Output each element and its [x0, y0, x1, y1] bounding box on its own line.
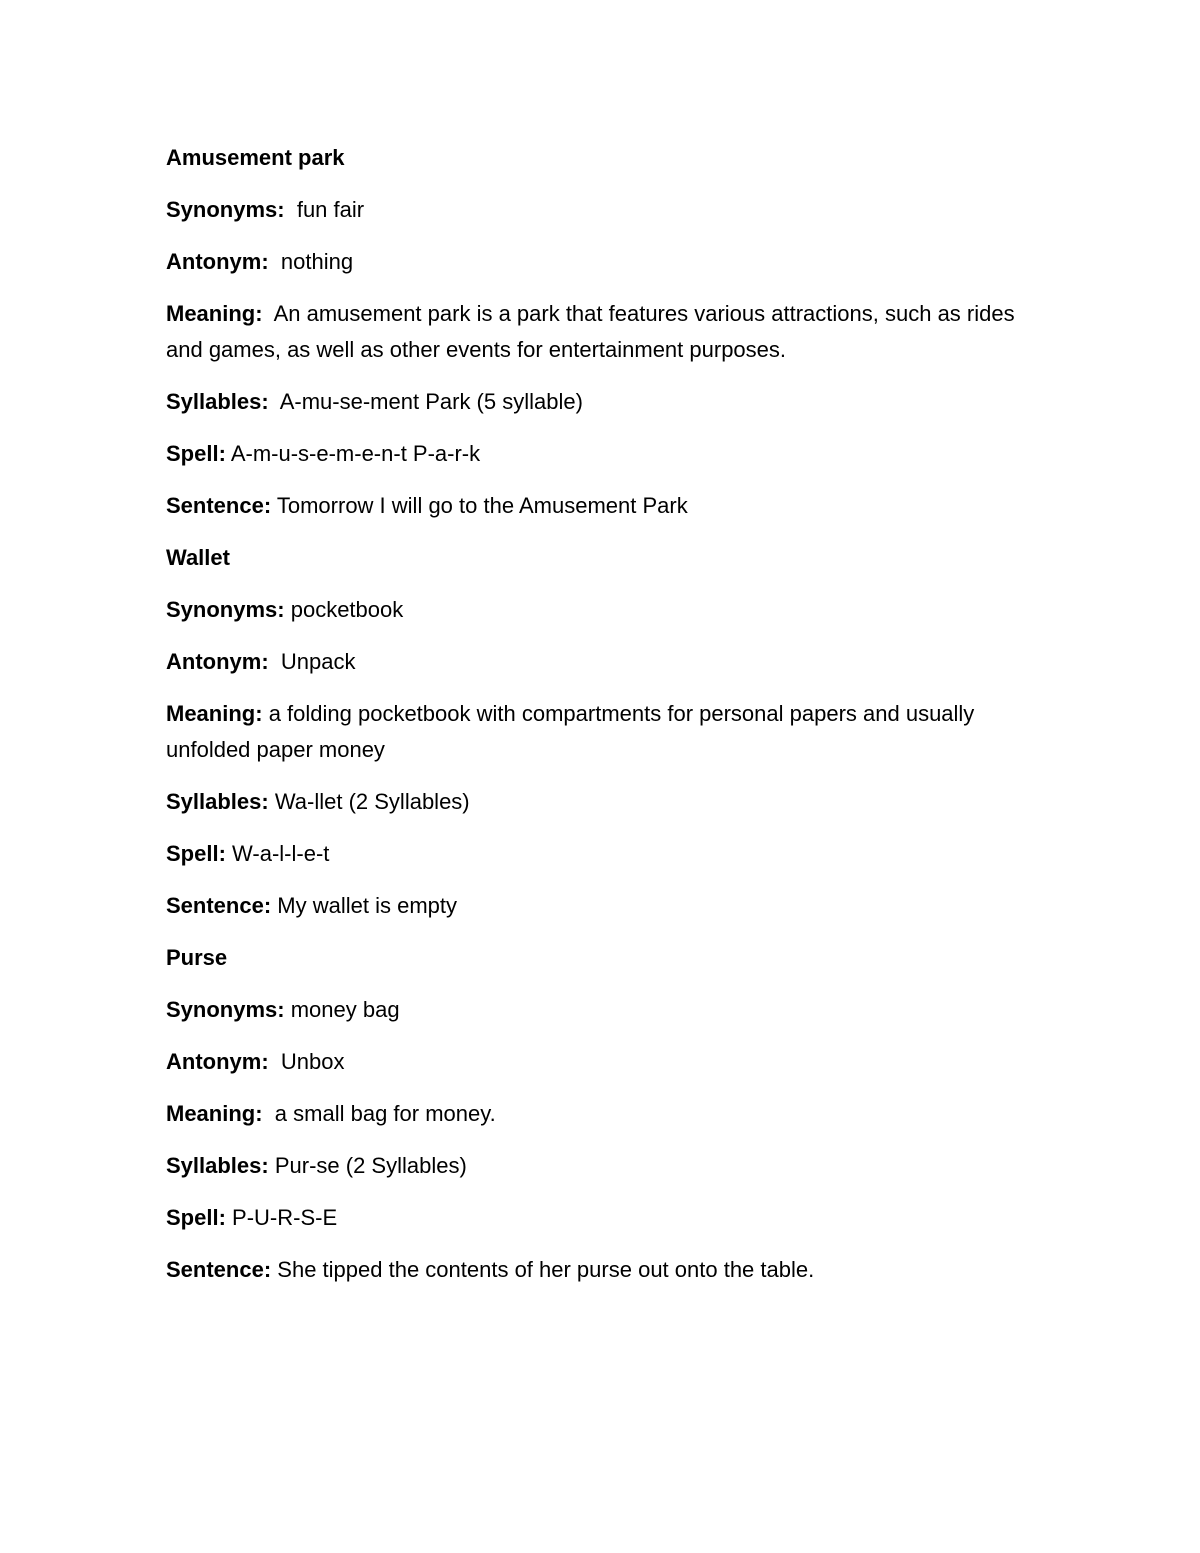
- meaning-line: [166, 1096, 1046, 1132]
- vocabulary-entry: [166, 140, 1046, 524]
- vocabulary-entry: [166, 540, 1046, 924]
- vocabulary-entry: [166, 940, 1046, 1288]
- sentence-label: Sentence:: [166, 1257, 272, 1282]
- meaning-value: An amusement park is a park that features various attractions, such as rides and games, as well as other events for entertainment purposes.: [166, 301, 1015, 362]
- sentence-line: [166, 1252, 1046, 1288]
- spell-label: Spell:: [166, 841, 226, 866]
- synonyms-label: Synonyms:: [166, 597, 285, 622]
- meaning-label: Meaning:: [166, 301, 263, 326]
- synonyms-line: [166, 992, 1046, 1028]
- antonym-line: [166, 644, 1046, 680]
- syllables-line: [166, 1148, 1046, 1184]
- spell-label: Spell:: [166, 441, 226, 466]
- antonym-label: Antonym:: [166, 1049, 269, 1074]
- entry-title: Wallet: [166, 545, 230, 570]
- synonyms-label: Synonyms:: [166, 997, 285, 1022]
- sentence-value: Tomorrow I will go to the Amusement Park: [276, 493, 688, 518]
- synonyms-value: money bag: [290, 997, 400, 1022]
- syllables-label: Syllables:: [166, 389, 269, 414]
- syllables-value: Wa-llet (2 Syllables): [274, 789, 470, 814]
- antonym-value: nothing: [280, 249, 354, 274]
- entry-title: Purse: [166, 945, 228, 970]
- sentence-line: [166, 488, 1046, 524]
- sentence-label: Sentence:: [166, 493, 272, 518]
- spell-line: [166, 1200, 1046, 1236]
- syllables-value: Pur-se (2 Syllables): [274, 1153, 467, 1178]
- document-page: [166, 140, 1046, 1304]
- meaning-label: Meaning:: [166, 701, 263, 726]
- sentence-label: Sentence:: [166, 893, 272, 918]
- sentence-line: [166, 888, 1046, 924]
- meaning-value: a folding pocketbook with compartments for personal papers and usually unfolded paper money: [166, 701, 975, 762]
- synonyms-line: [166, 592, 1046, 628]
- sentence-value: My wallet is empty: [277, 893, 457, 918]
- entry-title: Amusement park: [166, 145, 345, 170]
- spell-line: [166, 836, 1046, 872]
- synonyms-value: fun fair: [296, 197, 365, 222]
- meaning-line: [166, 296, 1046, 368]
- meaning-label: Meaning:: [166, 1101, 263, 1126]
- syllables-line: [166, 384, 1046, 420]
- synonyms-label: Synonyms:: [166, 197, 285, 222]
- syllables-line: [166, 784, 1046, 820]
- syllables-label: Syllables:: [166, 1153, 269, 1178]
- syllables-value: A-mu-se-ment Park (5 syllable): [279, 389, 583, 414]
- spell-value: A-m-u-s-e-m-e-n-t P-a-r-k: [230, 441, 481, 466]
- synonyms-value: pocketbook: [290, 597, 404, 622]
- antonym-label: Antonym:: [166, 649, 269, 674]
- meaning-line: [166, 696, 1046, 768]
- antonym-value: Unbox: [280, 1049, 345, 1074]
- spell-value: P-U-R-S-E: [232, 1205, 338, 1230]
- antonym-line: [166, 244, 1046, 280]
- spell-line: [166, 436, 1046, 472]
- spell-value: W-a-l-l-e-t: [232, 841, 330, 866]
- meaning-value: a small bag for money.: [274, 1101, 496, 1126]
- synonyms-line: [166, 192, 1046, 228]
- syllables-label: Syllables:: [166, 789, 269, 814]
- antonym-label: Antonym:: [166, 249, 269, 274]
- sentence-value: She tipped the contents of her purse out onto the table.: [277, 1257, 815, 1282]
- spell-label: Spell:: [166, 1205, 226, 1230]
- antonym-value: Unpack: [280, 649, 356, 674]
- antonym-line: [166, 1044, 1046, 1080]
